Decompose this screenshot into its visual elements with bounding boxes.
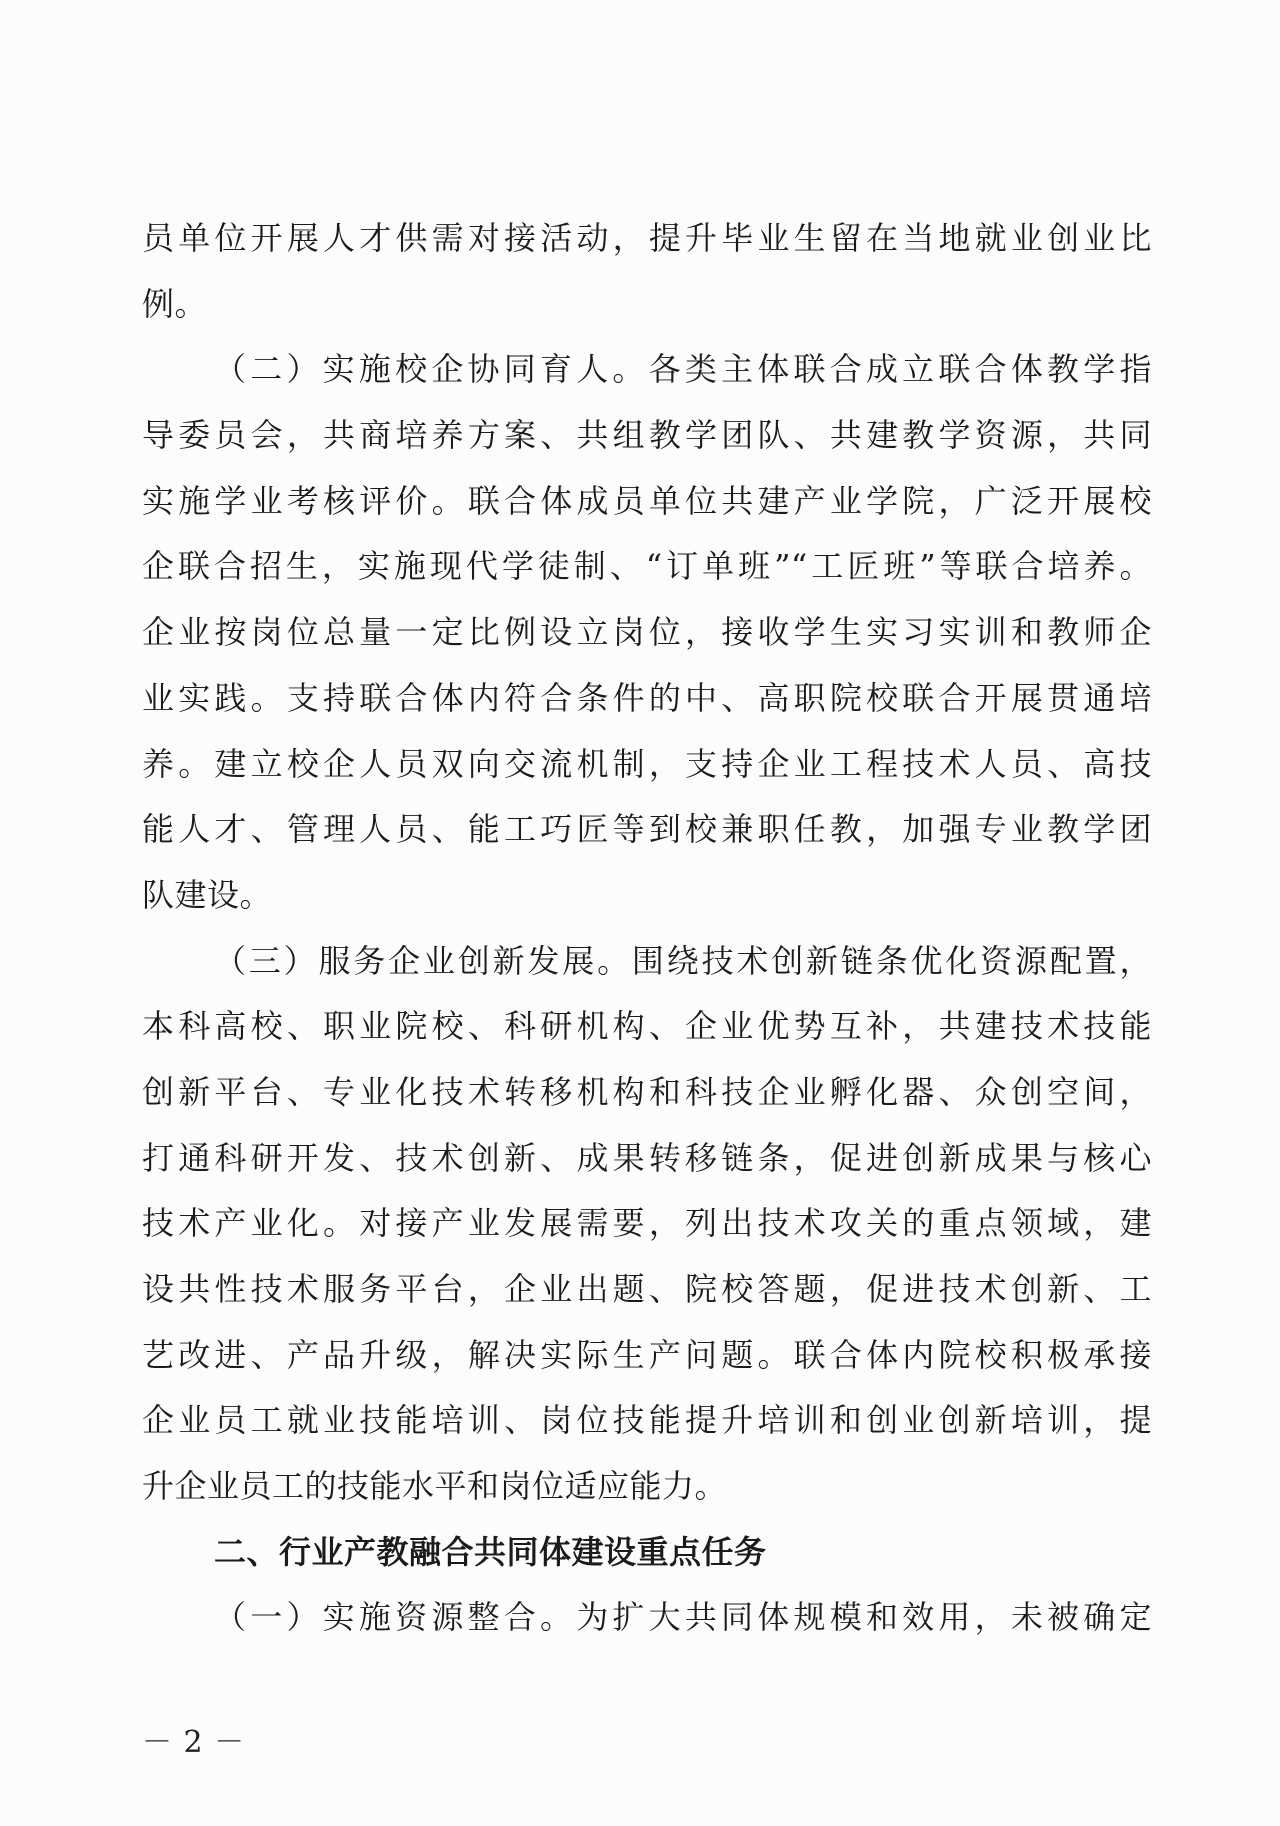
- text-line: 队建设。: [142, 875, 273, 914]
- text-line: 企业员工就业技能培训、岗位技能提升培训和创业创新培训，提: [142, 1401, 1152, 1440]
- text-line: 技术产业化。对接产业发展需要，列出技术攻关的重点领域，建: [142, 1204, 1152, 1243]
- section-heading: 二、行业产教融合共同体建设重点任务: [214, 1532, 767, 1571]
- text-line: 打通科研开发、技术创新、成果转移链条，促进创新成果与核心: [142, 1138, 1152, 1177]
- line-text: 各类主体联合成立联合体教学指: [648, 350, 1152, 389]
- text-line: 企联合招生，实施现代学徒制、“订单班”“工匠班”等联合培养。: [142, 547, 1152, 586]
- paragraph: [142, 206, 1152, 337]
- paragraph: [142, 929, 1152, 1520]
- paragraph: [142, 337, 1152, 928]
- text-line: 升企业员工的技能水平和岗位适应能力。: [142, 1467, 728, 1506]
- body-text: [142, 206, 1152, 1651]
- section-title: （三）服务企业创新发展。: [214, 941, 632, 980]
- text-line: 业实践。支持联合体内符合条件的中、高职院校联合开展贯通培: [142, 678, 1152, 717]
- paragraph: [142, 1585, 1152, 1651]
- text-line: 导委员会，共商培养方案、共组教学团队、共建教学资源，共同: [142, 416, 1152, 455]
- line-text: 围绕技术创新链条优化资源配置，: [631, 941, 1152, 980]
- text-line: [142, 337, 1152, 403]
- section-title: （一）实施资源整合。: [214, 1598, 577, 1637]
- text-line: [142, 929, 1152, 995]
- text-line: 设共性技术服务平台，企业出题、院校答题，促进技术创新、工: [142, 1270, 1152, 1308]
- text-line: 员单位开展人才供需对接活动，提升毕业生留在当地就业创业比: [142, 219, 1152, 257]
- text-line: 本科高校、职业院校、科研机构、企业优势互补，共建技术技能: [142, 1007, 1152, 1046]
- text-line: 艺改进、产品升级，解决实际生产问题。联合体内院校积极承接: [142, 1335, 1152, 1374]
- page-number: － 2 －: [142, 1725, 246, 1760]
- text-line: 养。建立校企人员双向交流机制，支持企业工程技术人员、高技: [142, 744, 1152, 783]
- section-title: （二）实施校企协同育人。: [214, 350, 649, 389]
- text-line: 企业按岗位总量一定比例设立岗位，接收学生实习实训和教师企: [142, 613, 1152, 652]
- text-line: 能人才、管理人员、能工巧匠等到校兼职任教，加强专业教学团: [142, 810, 1152, 849]
- text-line: [142, 1585, 1152, 1651]
- text-line: 例。: [142, 284, 208, 323]
- text-line: 创新平台、专业化技术转移机构和科技企业孵化器、众创空间，: [142, 1072, 1152, 1111]
- text-line: 实施学业考核评价。联合体成员单位共建产业学院，广泛开展校: [142, 481, 1152, 520]
- line-text: 为扩大共同体规模和效用，未被确定: [576, 1598, 1152, 1637]
